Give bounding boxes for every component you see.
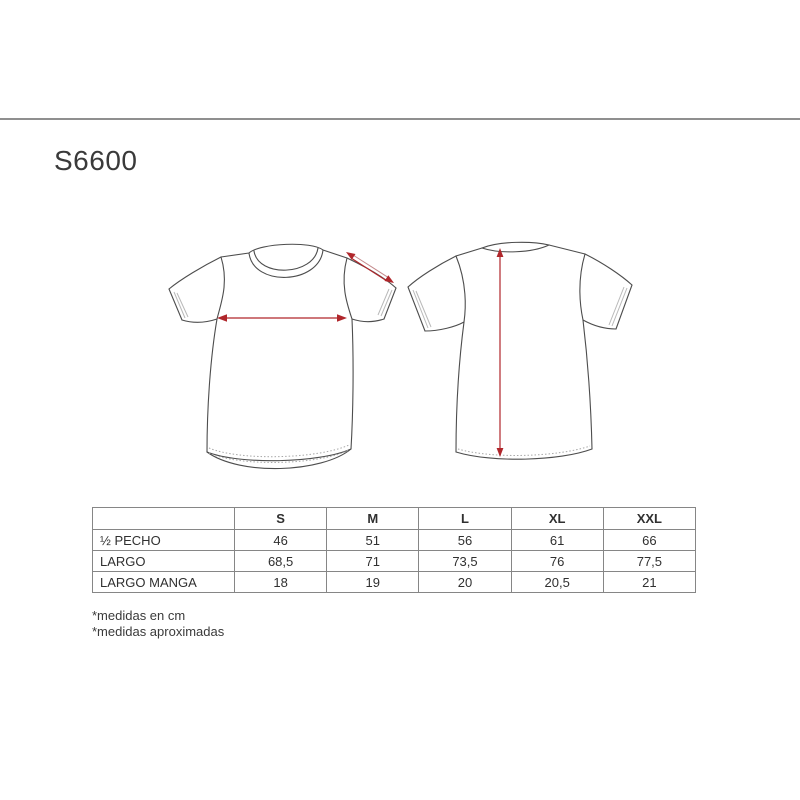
cell-value: 46 — [235, 530, 327, 551]
footnotes — [92, 608, 224, 640]
row-label: LARGO MANGA — [93, 572, 235, 593]
table-row-half-chest — [93, 530, 696, 551]
table-row-length — [93, 551, 696, 572]
cell-value: 71 — [327, 551, 419, 572]
size-table-corner-cell — [93, 508, 235, 530]
cell-value: 68,5 — [235, 551, 327, 572]
cell-value: 51 — [327, 530, 419, 551]
sleeve-length-arrow — [346, 252, 394, 283]
chest-width-arrow — [217, 314, 347, 322]
size-table — [92, 507, 696, 593]
cell-value: 18 — [235, 572, 327, 593]
product-code-title: S6600 — [54, 145, 138, 176]
cell-value: 19 — [327, 572, 419, 593]
size-col-xl: XL — [511, 508, 603, 530]
size-col-s: S — [235, 508, 327, 530]
size-table-header-row — [93, 508, 696, 530]
cell-value: 73,5 — [419, 551, 511, 572]
cell-value: 20 — [419, 572, 511, 593]
front-shirt-drawing — [169, 244, 396, 468]
size-col-l: L — [419, 508, 511, 530]
row-label: ½ PECHO — [93, 530, 235, 551]
cell-value: 21 — [603, 572, 695, 593]
back-shirt-drawing — [408, 242, 632, 459]
cell-value: 20,5 — [511, 572, 603, 593]
footnote-units: *medidas en cm — [92, 608, 186, 623]
size-col-xxl: XXL — [603, 508, 695, 530]
size-col-m: M — [327, 508, 419, 530]
table-row-sleeve-length — [93, 572, 696, 593]
cell-value: 61 — [511, 530, 603, 551]
cell-value: 76 — [511, 551, 603, 572]
footnote-approx: *medidas aproximadas — [92, 624, 225, 639]
row-label: LARGO — [93, 551, 235, 572]
cell-value: 77,5 — [603, 551, 695, 572]
cell-value: 56 — [419, 530, 511, 551]
body-length-arrow — [497, 248, 504, 457]
cell-value: 66 — [603, 530, 695, 551]
